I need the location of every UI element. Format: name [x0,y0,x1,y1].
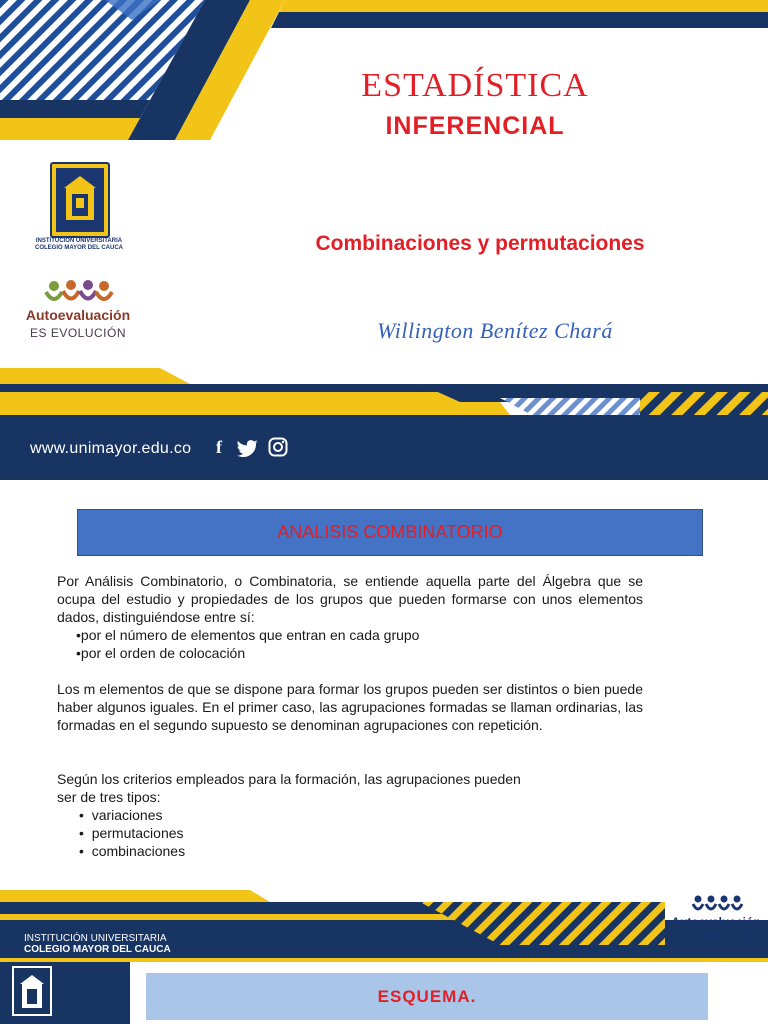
institution-logo-text: INSTITUCIÓN UNIVERSITARIA COLEGIO MAYOR DEL CAUCA [34,238,123,251]
evolucion-logo-text: ES EVOLUCIÓN [29,326,127,340]
instagram-icon[interactable] [268,437,288,457]
footer-institution-line1: INSTITUCIÓN UNIVERSITARIA [24,933,167,944]
footer-institution [24,933,171,955]
list-item: •por el número de elementos que entran en cada grupo [76,627,420,643]
paragraph-text: ser de tres tipos: [57,789,161,805]
list-item-text: permutaciones [91,825,184,841]
twitter-icon[interactable] [237,439,259,457]
autoevaluacion-logo-text: Autoevaluación [25,307,131,323]
website-link[interactable]: www.unimayor.edu.co [30,440,192,457]
facebook-icon[interactable]: f [216,437,222,457]
autoevaluacion-people-icon [690,894,746,914]
list-item: • combinaciones [79,843,186,859]
title-line-2: INFERENCIAL [385,112,565,140]
footer-institution-line2: COLEGIO MAYOR DEL CAUCA [24,944,171,955]
list-item-text: combinaciones [91,843,186,859]
paragraph-definition [57,572,643,662]
autoevaluacion-people-icon [42,278,114,306]
title-slide [0,0,768,480]
list-item: • variaciones [79,807,163,823]
content-slide [0,490,768,1024]
list-item-text: variaciones [91,807,163,823]
paragraph-text: Según los criterios empleados para la formación, las agrupaciones pueden [57,771,521,787]
title-line-1: ESTADÍSTICA [361,67,589,104]
paragraph-text: Por Análisis Combinatorio, o Combinatoria, se entiende aquella parte del Álgebra que se ocupa del estudio y propiedades de los grupos que pueden formarse con unos elementos dados, distinguiéndose entre sí: [57,573,643,625]
paragraph-text: Los m elementos de que se dispone para formar los grupos pueden ser distintos o bien puede haber algunos iguales. En el primer caso, las agrupaciones formadas se llaman ordinarias, las formadas en el segundo supuesto se denominan agrupaciones con repetición. [57,681,643,733]
subtitle: Combinaciones y permutaciones [315,232,645,255]
paragraph-elements [57,680,643,734]
section-title: ANALISIS COMBINATORIO [77,509,703,556]
institution-logo-icon [12,966,52,1016]
list-item: • permutaciones [79,825,184,841]
institution-logo-icon [50,162,110,238]
autoevaluacion-logo-text: Autoevaluación [671,915,761,929]
list-item: •por el orden de colocación [76,645,246,661]
evolucion-logo-text: ES EVOLUCIÓN [674,930,758,942]
esquema-title: ESQUEMA. [146,973,708,1020]
author-name: Willington Benítez Chará [377,318,613,343]
paragraph-types [57,770,643,860]
